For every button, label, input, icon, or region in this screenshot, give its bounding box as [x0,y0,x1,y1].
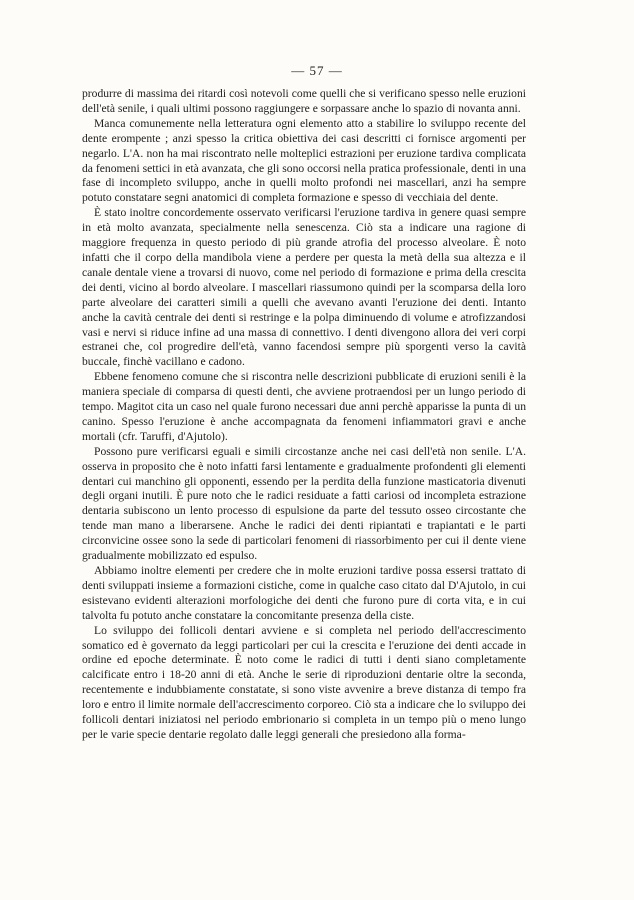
paragraph: Possono pure verificarsi eguali e simili circostanze anche nei casi dell'età non senile. L'A. osserva in proposito che è noto infatti farsi lentamente e gradualmente profondenti gli elementi dentari cui manchino gli opponenti, essendo per la perdita della funzione masticatoria divenuti degli organi inutili. È pure noto che le radici residuate a fatti cariosi od incompleta estrazione dentaria subiscono un lento processo di espulsione da parte del tessuto osseo circostante che tende man mano a liberarsene. Anche le radici dei denti ripiantati e trapiantati e le parti circonvicine ossee sono la sede di particolari fenomeni di riassorbimento per cui il dente viene gradualmente mobilizzato ed espulso. [82,444,526,563]
paragraph: Lo sviluppo dei follicoli dentari avviene e si completa nel periodo dell'accrescimento somatico ed è governato da leggi particolari per cui la crescita e l'eruzione dei denti accade in ordine ed epoche determinate. È noto come le radici di tutti i denti siano completamente calcificate entro i 18-20 anni di età. Anche le serie di riproduzioni dentarie oltre la seconda, recentemente e indubbiamente constatate, si sono viste avvenire a breve distanza di tempo fra loro e entro il limite normale dell'accrescimento corporeo. Ciò sta a indicare che lo sviluppo dei follicoli dentari iniziatosi nel periodo embrionario si completa in un tempo più o meno lungo per le varie specie dentarie regolato dalle leggi generali che presiedono alla forma- [82,623,526,741]
paragraph: produrre di massima dei ritardi così notevoli come quelli che si verificano spesso nelle eruzioni dell'età senile, i quali ultimi possono raggiungere e sorpassare anche lo spazio di novanta anni. [82,87,526,115]
paragraph: Manca comunemente nella letteratura ogni elemento atto a stabilire lo sviluppo recente del dente erompente ; anzi spesso la critica obiettiva dei casi descritti ci fornisce argomenti per negarlo. L'A. non ha mai riscontrato nelle molteplici estrazioni per eruzione tardiva complicata da fenomeni settici in età avanzata, che gli sono occorsi nella pratica professionale, denti in una fase di incompleto sviluppo, anche in quelli molto profondi nei mascellari, anzi ha sempre potuto constatare segni anatomici di completa formazione e spesso di vecchiaia del dente. [82,116,526,205]
page-number: — 57 — [291,63,343,78]
paragraph: È stato inoltre concordemente osservato verificarsi l'eruzione tardiva in genere quasi sempre in età molto avanzata, specialmente nella senescenza. Ciò sta a indicare una ragione di maggiore frequenza in questo periodo di più grande atrofia del processo alveolare. È noto infatti che il corpo della mandibola viene a perdere per questa la metà della sua altezza e il canale dentale viene a trovarsi di nuovo, come nel periodo di formazione e prima della crescita dei denti, vicino al bordo alveolare. I mascellari riassumono quindi per la scomparsa della loro parte alveolare dei caratteri simili a quelli che avevano avanti l'eruzione dei denti. Intanto anche la cavità centrale dei denti si restringe e la polpa diminuendo di volume e atrofizzandosi vasi e nervi si riduce infine ad una massa di connettivo. I denti divengono allora dei veri corpi estranei che, col progredire dell'età, vanno facendosi sempre più sporgenti verso la cavità buccale, finchè vacillano e cadono. [82,206,526,369]
paragraph: Ebbene fenomeno comune che si riscontra nelle descrizioni pubblicate di eruzioni senili è la maniera speciale di comparsa di questi denti, che avviene protraendosi per un lungo periodo di tempo. Magitot cita un caso nel quale furono necessari due anni perchè apparisse la punta di un canino. Spesso l'eruzione è anche accompagnata da fenomeni infiammatori gravi e anche mortali (cfr. Taruffi, d'Ajutolo). [82,370,526,443]
body-text [82,87,526,743]
paragraph: Abbiamo inoltre elementi per credere che in molte eruzioni tardive possa essersi trattato di denti sviluppati insieme a formazioni cistiche, come in qualche caso citato dal D'Ajutolo, in cui esistevano evidenti alterazioni morfologiche dei denti che furono pure di corta vita, e in cui talvolta fu potuto anche constatare la concomitante presenza della ciste. [82,564,526,622]
